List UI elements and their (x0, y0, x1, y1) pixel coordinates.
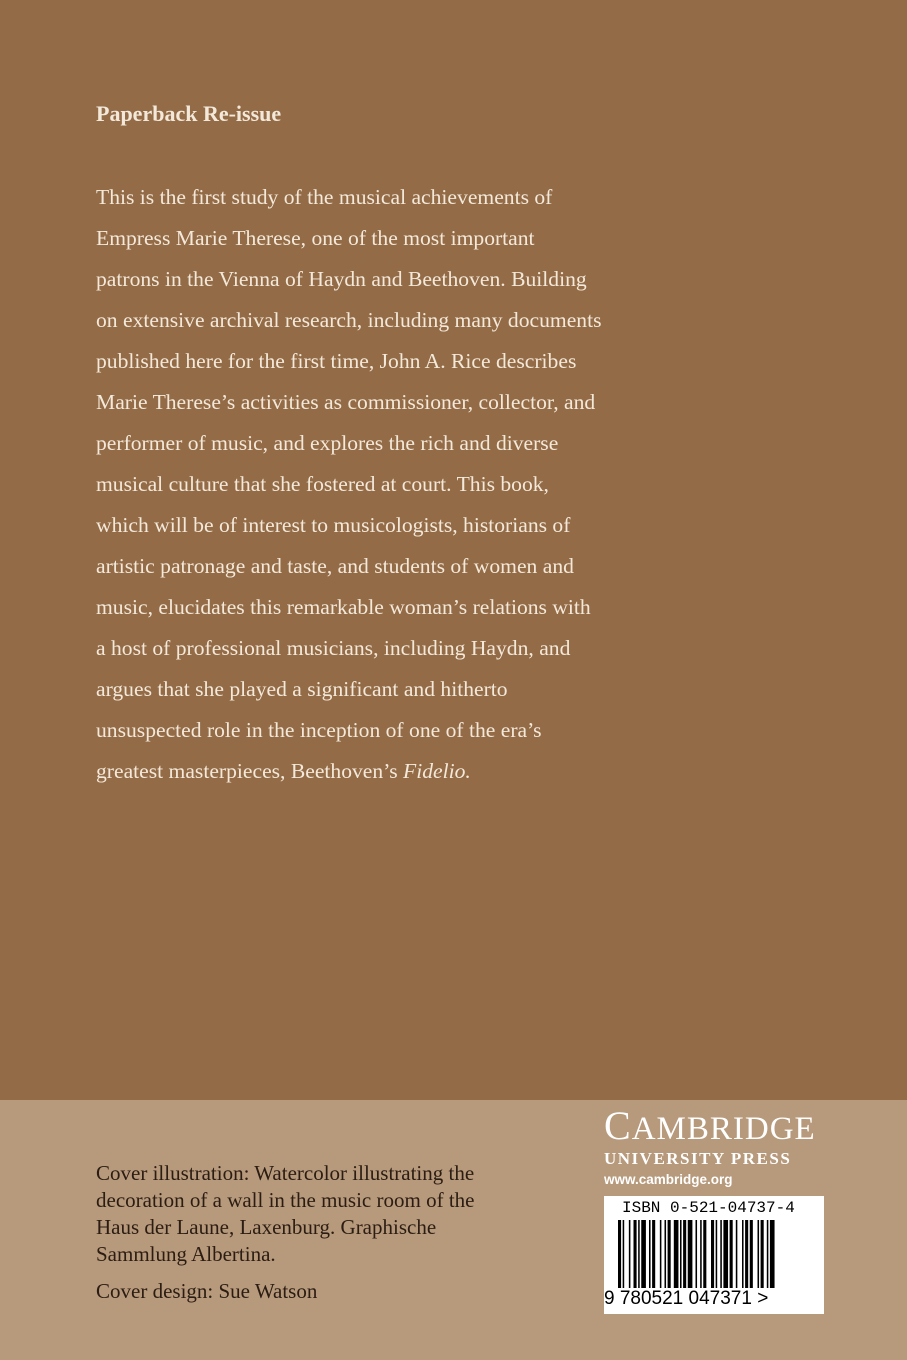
barcode-bar (736, 1220, 738, 1288)
barcode-bar (703, 1220, 706, 1288)
barcode-icon (618, 1220, 814, 1288)
barcode-bar (683, 1220, 686, 1288)
credit-line: Haus der Laune, Laxenburg. Graphische (96, 1215, 437, 1239)
barcode-bar (634, 1220, 637, 1288)
description-line: a host of professional musicians, including Haydn, and (96, 636, 571, 660)
barcode-bar (745, 1220, 748, 1288)
barcode-bar (758, 1220, 760, 1288)
publisher-name-initial: C (604, 1103, 632, 1148)
barcode-bar (761, 1220, 764, 1288)
isbn-number: ISBN 0-521-04737-4 (622, 1199, 795, 1217)
publisher-press: UNIVERSITY PRESS (604, 1149, 792, 1168)
barcode-bar (720, 1220, 722, 1288)
description-line: performer of music, and explores the rich and diverse (96, 431, 559, 455)
description-line: music, elucidates this remarkable woman’s relations with (96, 595, 591, 619)
opera-title: Fidelio. (403, 759, 471, 783)
barcode-bar (649, 1220, 651, 1288)
barcode-bar (688, 1220, 693, 1288)
barcode-bar (770, 1220, 775, 1288)
credit-line: Cover illustration: Watercolor illustrating the (96, 1161, 475, 1185)
description-line: Marie Therese’s activities as commissioner, collector, and (96, 390, 596, 414)
barcode-bar (660, 1220, 662, 1288)
book-description (96, 177, 656, 792)
description-line: on extensive archival research, including many documents (96, 308, 602, 332)
publisher-url: www.cambridge.org (604, 1172, 733, 1187)
description-line: argues that she played a significant and hitherto (96, 677, 508, 701)
barcode-bar (618, 1220, 621, 1288)
barcode-bar (767, 1220, 769, 1288)
barcode-bar (652, 1220, 655, 1288)
description-line: artistic patronage and taste, and students of women and (96, 554, 574, 578)
description-line: patrons in the Vienna of Haydn and Beethoven. Building (96, 267, 587, 291)
publisher-name (604, 1103, 826, 1148)
barcode-panel (604, 1196, 824, 1314)
barcode-bar (623, 1220, 625, 1288)
barcode-bar (641, 1220, 646, 1288)
barcode-bar (674, 1220, 679, 1288)
barcode-bar (730, 1220, 733, 1288)
description-last-line (96, 751, 656, 792)
description-line: musical culture that she fostered at court. This book, (96, 472, 549, 496)
ean-number: 9 780521 047371 > (604, 1288, 769, 1309)
barcode-bar (742, 1220, 744, 1288)
credit-line: Sammlung Albertina. (96, 1242, 276, 1266)
description-line: unsuspected role in the inception of one of the era’s (96, 718, 542, 742)
barcode-bar (629, 1220, 631, 1288)
barcode-bar (668, 1220, 671, 1288)
barcode-bar (700, 1220, 702, 1288)
description-line: Empress Marie Therese, one of the most important (96, 226, 535, 250)
edition-label: Paperback Re-issue (96, 101, 282, 126)
cover-design-credit: Cover design: Sue Watson (96, 1279, 318, 1303)
cover-illustration-credit (96, 1160, 536, 1268)
barcode-bar (665, 1220, 667, 1288)
description-last-text: greatest masterpieces, Beethoven’s (96, 759, 403, 783)
barcode-bar (638, 1220, 640, 1288)
barcode-bar (711, 1220, 714, 1288)
barcode-bar (750, 1220, 753, 1288)
credit-line: decoration of a wall in the music room of the (96, 1188, 475, 1212)
barcode-bar (680, 1220, 682, 1288)
description-line: which will be of interest to musicologists, historians of (96, 513, 571, 537)
barcode-bar (696, 1220, 698, 1288)
barcode-bar (716, 1220, 718, 1288)
barcode-bar (723, 1220, 728, 1288)
description-line: This is the first study of the musical achievements of (96, 185, 553, 209)
description-line: published here for the first time, John A. Rice describes (96, 349, 577, 373)
publisher-name-rest: AMBRIDGE (631, 1111, 816, 1147)
publisher-logo (604, 1103, 826, 1187)
